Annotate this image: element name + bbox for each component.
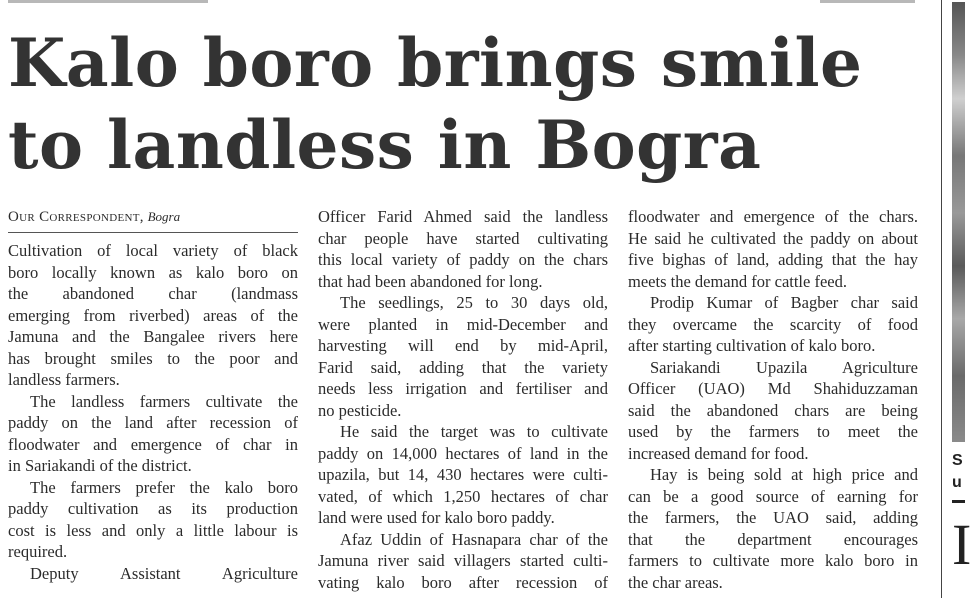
text-line: used by the farmers to meet the bbox=[628, 422, 918, 441]
text-line: He said he cultivated the paddy on about bbox=[628, 228, 918, 248]
article-column-3 bbox=[628, 206, 918, 593]
text-line: paddy on the land after recession of bbox=[8, 413, 298, 432]
headline-line: Kalo boro brings smile bbox=[8, 24, 863, 102]
text-line: The farmers prefer the kalo boro bbox=[30, 477, 298, 497]
text-line: paddy cultivation as its production bbox=[8, 499, 298, 518]
text-line: emerging from riverbed) areas of the bbox=[8, 305, 298, 325]
top-rule bbox=[820, 0, 915, 3]
text-line: that the department encourages bbox=[628, 529, 918, 549]
text-line: floodwater and emergence of char in bbox=[8, 434, 298, 454]
column-divider bbox=[941, 0, 942, 598]
text-line: this local variety of paddy on the chars bbox=[318, 250, 608, 269]
text-line: needs less irrigation and fertiliser and bbox=[318, 379, 608, 398]
byline-place: Bogra bbox=[147, 209, 181, 224]
text-line: the farmers, the UAO said, adding bbox=[628, 508, 918, 527]
byline-name: Our Correspondent, bbox=[8, 209, 144, 225]
text-line: upazila, but 14, 430 hectares were culti- bbox=[318, 465, 608, 484]
text-line: increased demand for food. bbox=[628, 443, 809, 463]
adjacent-text-line: S bbox=[952, 452, 963, 469]
text-line: Jamuna river said villagers started culti- bbox=[318, 551, 608, 570]
text-line: Officer Farid Ahmed said the landless bbox=[318, 207, 608, 226]
text-line: Jamuna and the Bangalee rivers here bbox=[8, 327, 298, 346]
text-line: vated, of which 1,250 hectares of char bbox=[318, 486, 608, 506]
text-line: the abandoned char (landmass bbox=[8, 284, 298, 303]
headline bbox=[8, 22, 928, 186]
text-line: after starting cultivation of kalo boro. bbox=[628, 336, 876, 355]
adjacent-text-line: u bbox=[952, 474, 962, 491]
text-line: boro locally known as kalo boro on bbox=[8, 262, 298, 282]
adjacent-rule bbox=[952, 500, 965, 503]
text-line: Cultivation of local variety of black bbox=[8, 241, 298, 260]
text-line: five bighas of land, adding that the hay bbox=[628, 250, 918, 269]
text-line: char people have started cultivating bbox=[318, 228, 608, 248]
text-line: Sariakandi Upazila Agriculture bbox=[650, 357, 918, 377]
top-rule bbox=[8, 0, 208, 3]
adjacent-headline-letter: I bbox=[952, 512, 971, 577]
text-line: floodwater and emergence of the chars. bbox=[628, 207, 918, 226]
text-line: required. bbox=[8, 542, 68, 561]
text-line: landless farmers. bbox=[8, 370, 120, 389]
text-line: they overcame the scarcity of food bbox=[628, 314, 918, 334]
byline bbox=[8, 207, 298, 227]
text-line: Deputy Assistant Agriculture bbox=[30, 563, 298, 583]
article-column-1 bbox=[8, 240, 298, 584]
text-line: Prodip Kumar of Bagber char said bbox=[650, 293, 918, 312]
text-line: He said the target was to cultivate bbox=[340, 422, 608, 441]
text-line: paddy on 14,000 hectares of land in the bbox=[318, 443, 608, 463]
text-line: said the abandoned chars are being bbox=[628, 400, 918, 420]
text-line: that had been abandoned for long. bbox=[318, 271, 543, 291]
text-line: harvesting will end by mid-April, bbox=[318, 336, 608, 355]
text-line: meets the demand for cattle feed. bbox=[628, 271, 847, 291]
text-line: the char areas. bbox=[628, 572, 723, 592]
text-line: The landless farmers cultivate the bbox=[30, 391, 298, 411]
text-line: vating kalo boro after recession of bbox=[318, 572, 608, 592]
text-line: land were used for kalo boro paddy. bbox=[318, 508, 555, 527]
text-line: Afaz Uddin of Hasnapara char of the bbox=[340, 529, 608, 549]
text-line: were planted in mid-December and bbox=[318, 314, 608, 334]
text-line: The seedlings, 25 to 30 days old, bbox=[340, 293, 608, 312]
article-column-2 bbox=[318, 206, 608, 593]
adjacent-article-text bbox=[952, 450, 965, 494]
text-line: Farid said, adding that the variety bbox=[318, 357, 608, 377]
headline-line: to landless in Bogra bbox=[8, 106, 762, 184]
text-line: Officer (UAO) Md Shahiduzzaman bbox=[628, 379, 918, 398]
text-line: Hay is being sold at high price and bbox=[650, 465, 918, 484]
text-line: no pesticide. bbox=[318, 400, 402, 420]
text-line: farmers to cultivate more kalo boro in bbox=[628, 551, 918, 570]
text-line: can be a good source of earning for bbox=[628, 486, 918, 506]
adjacent-photo bbox=[952, 2, 965, 442]
text-line: in Sariakandi of the district. bbox=[8, 456, 192, 475]
text-line: has brought smiles to the poor and bbox=[8, 348, 298, 368]
text-line: cost is less and only a little labour is bbox=[8, 520, 298, 540]
byline-divider bbox=[8, 232, 298, 233]
